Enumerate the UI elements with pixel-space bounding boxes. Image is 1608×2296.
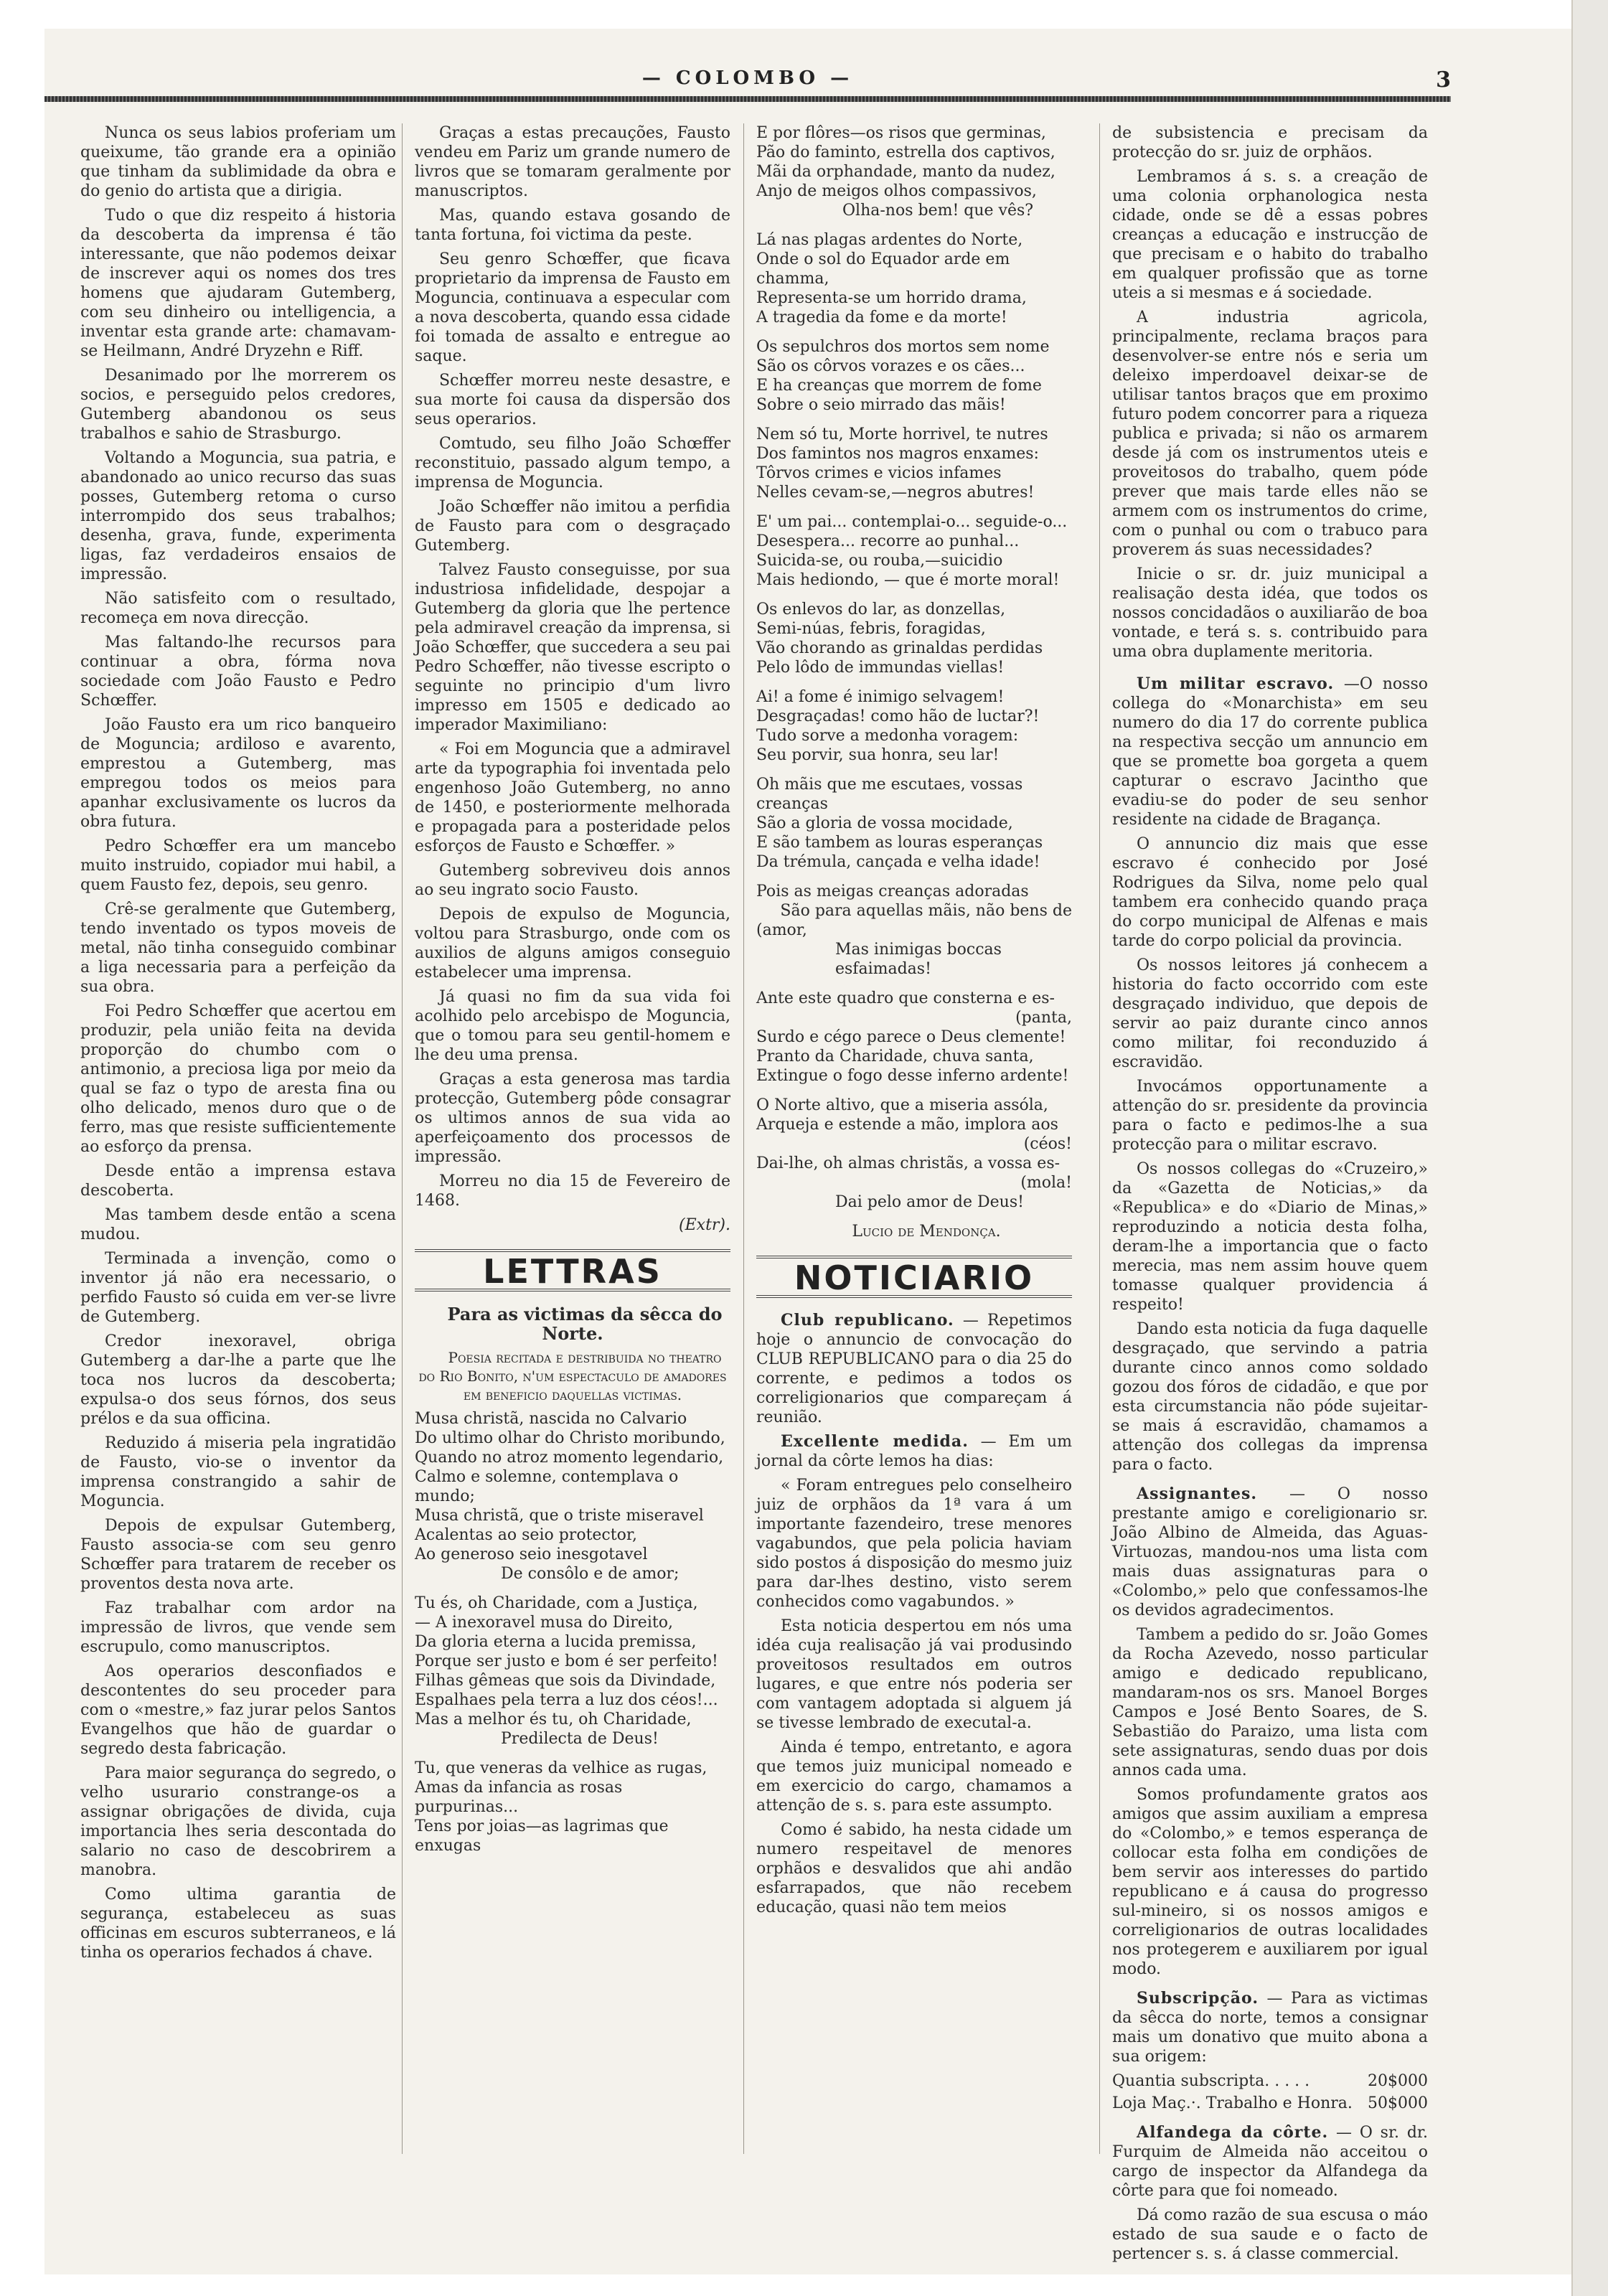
poem-line: Ante este quadro que consterna e es-	[756, 989, 1055, 1007]
article-paragraph: Talvez Fausto conseguisse, por sua industriosa infidelidade, despojar a Gutemberg da gloria que lhe pertence pela admiravel creação da imprensa, si João Schœffer, que succedera a seu pai Pedro Schœffer, não tivesse escripto o seguinte no principio d'um livro impresso em 1505 e dedicado ao imperador Maximiliano:	[415, 561, 730, 734]
poem-line: Da trémula, cançada e velha idade!	[756, 853, 1040, 871]
poem-stanza	[756, 425, 1072, 502]
poem-line: Lá nas plagas ardentes do Norte,	[756, 231, 1023, 249]
masthead-title: — COLOMBO —	[641, 67, 854, 89]
poem-stanza	[756, 775, 1072, 872]
article-paragraph: Depois de expulsar Gutemberg, Fausto associa-se com seu genro Schœffer para tratarem de receber os proventos desta nova arte.	[80, 1517, 396, 1593]
source-note: (Extr).	[679, 1216, 730, 1234]
article-paragraph: « Foi em Moguncia que a admiravel arte da typographia foi inventada pelo engenhoso João Gutemberg, no anno de 1450, e posteriormente melhorada e propagada para a posteridade pelos esforços de Fausto e Schœffer. »	[415, 740, 730, 855]
poem-line: Semi-núas, febris, foragidas,	[756, 620, 986, 638]
news-headline: Excellente medida.	[781, 1432, 969, 1451]
poem-stanza	[756, 512, 1072, 590]
poem-line: São para aquellas mãis, não bens de	[780, 902, 1072, 920]
poem-line: Extingue o fogo desse inferno ardente!	[756, 1067, 1069, 1085]
article-paragraph: Os nossos collegas do «Cruzeiro,» da «Gazetta de Noticias,» da «Republica» e do «Diario de Minas,» reproduzindo a noticia desta folha, deram-lhe a importancia que o facto merecia, mas nem assim houve quem tomasse qualquer providencia á respeito!	[1112, 1160, 1428, 1314]
poem-line: (panta,	[1015, 1009, 1072, 1027]
article-paragraph: Somos profundamente gratos aos amigos que assim auxiliam a empresa do «Colombo,» e temos esperança de collocar esta folha em condições de bem servir aos interesses do partido republicano e á causa do progresso sul-mineiro, si os nossos amigos e correligionarios de outras localidades nos protegerem e auxiliarem por igual modo.	[1112, 1786, 1428, 1978]
poem-line: Ao generoso seio inesgotavel	[415, 1545, 648, 1563]
poem-line: (mola!	[1020, 1174, 1072, 1192]
article-paragraph: de subsistencia e precisam da protecção do sr. juiz de orphãos.	[1112, 124, 1428, 161]
poem-line: Seu porvir, sua honra, seu lar!	[756, 746, 1000, 764]
news-text: — Para as victimas da sêcca do norte, temos a consignar mais um donativo que muito abona a sua origem:	[1112, 1990, 1428, 2066]
news-item	[1112, 2123, 1428, 2201]
article-paragraph: Para maior segurança do segredo, o velho usurario constrange-os a assignar obrigações de divida, cuja importancia lhes seria descontada do salario no caso de descobrirem a manobra.	[80, 1764, 396, 1879]
article-paragraph: Lembramos á s. s. a creação de uma colonia orphanologica nesta cidade, onde se dê a essas pobres creanças a educação e instrucção de que precisam e o habito do trabalho em qualquer profissão que as torne uteis a si mesmas e á sociedade.	[1112, 168, 1428, 302]
poem-line: Amas da infancia as rosas purpurinas...	[415, 1779, 623, 1816]
article-paragraph: Seu genro Schœffer, que ficava proprietario da imprensa de Fausto em Moguncia, continuava a especular com a nova descoberta, quando essa cidade foi tomada de assalto e entregue ao saque.	[415, 250, 730, 365]
poem-line: Olha-nos bem! que vês?	[842, 202, 1034, 220]
poem-line: Filhas gêmeas que sois da Divindade,	[415, 1672, 716, 1690]
poem-line: Mãi da orphandade, manto da nudez,	[756, 163, 1055, 181]
subscription-value: 20$000	[1368, 2072, 1428, 2090]
poem-line: (céos!	[1023, 1135, 1072, 1153]
poem-line: O Norte altivo, que a miseria assóla,	[756, 1096, 1048, 1114]
article-paragraph: Comtudo, seu filho João Schœffer reconstituio, passado algum tempo, a imprensa de Moguncia.	[415, 435, 730, 491]
poem-stanza	[756, 1096, 1072, 1212]
subscription-row	[1112, 2071, 1428, 2091]
poem-line: Onde o sol do Equador arde em chamma,	[756, 250, 1010, 288]
news-headline: Assignantes.	[1137, 1485, 1258, 1503]
article-paragraph: Voltando a Moguncia, sua patria, e abandonado ao unico recurso das suas posses, Gutemberg retoma o curso interrompido dos seus trabalhos; desenha, grava, funde, experimenta ligas, faz verdadeiros ensaios de impressão.	[80, 449, 396, 583]
page-number: 3	[1436, 67, 1451, 93]
poem-line: Predilecta de Deus!	[501, 1730, 659, 1748]
poem-line: E por flôres—os risos que germinas,	[756, 124, 1046, 142]
poem-line: Pelo lôdo de immundas viellas!	[756, 659, 1005, 677]
poem-line: Pranto da Charidade, chuva santa,	[756, 1048, 1034, 1065]
scan-edge	[1571, 0, 1608, 2296]
article-paragraph: João Fausto era um rico banqueiro de Moguncia; ardiloso e avarento, emprestou a Gutemberg, mas empregou todos os meios para apanhar exclusivamente os lucros da obra futura.	[80, 716, 396, 831]
poem-line: Do ultimo olhar do Christo moribundo,	[415, 1429, 725, 1447]
poem-line: Desgraçadas! como hão de luctar?!	[756, 707, 1040, 725]
article-paragraph: Reduzido á miseria pela ingratidão de Fausto, vio-se o inventor da imprensa constrangido a sahir de Moguncia.	[80, 1434, 396, 1510]
article-paragraph: Tudo o que diz respeito á historia da descoberta da imprensa é tão interessante, que não podemos deixar de inscrever aqui os nomes dos tres homens que ajudaram Gutemberg, com seu dinheiro ou intelligencia, a inventar esta grande arte: chamavam-se Heilmann, André Dryzehn e Riff.	[80, 207, 396, 360]
poem-line: E são tambem as louras esperanças	[756, 834, 1043, 852]
article-paragraph: Desanimado por lhe morrerem os socios, e perseguido pelos credores, Gutemberg abandonou os seus trabalhos e sahio de Strasburgo.	[80, 367, 396, 443]
poem-line: Desespera... recorre ao punhal...	[756, 532, 1020, 550]
poem-line: Tudo sorve a medonha voragem:	[756, 727, 1019, 745]
column-divider	[1099, 123, 1100, 2154]
poem-stanza	[756, 882, 1072, 979]
poem-line: Calmo e solemne, contemplava o mundo;	[415, 1468, 679, 1505]
poem-line: Os sepulchros dos mortos sem nome	[756, 338, 1050, 356]
poem-line: Surdo e cégo parece o Deus clemente!	[756, 1028, 1066, 1046]
poem-line: Dos famintos nos magros enxames:	[756, 445, 1039, 463]
article-paragraph: Os nossos leitores já conhecem a historia do facto occorrido com este desgraçado individuo, que depois de servir ao paiz durante cinco annos como militar, foi reconduzido á escravidão.	[1112, 956, 1428, 1071]
lettras-subtitle: Para as victimas da sêcca do Norte.	[447, 1304, 723, 1344]
poem-line: Espalhaes pela terra a luz dos céos!...	[415, 1691, 718, 1709]
news-quote: « Foram entregues pelo conselheiro juiz de orphãos da 1ª vara á um importante fazendeiro, trese menores vagabundos, que pela policia haviam sido postos á disposição do mesmo juiz para dar-lhes destino, visto serem conhecidos como vagabundos. »	[756, 1477, 1072, 1611]
column-1	[80, 123, 396, 2247]
news-item	[756, 1432, 1072, 1471]
poem-line: São a gloria de vossa mocidade,	[756, 814, 1013, 832]
poem-line: Oh mãis que me escutaes, vossas creanças	[756, 776, 1023, 813]
poem-signature: Lucio de Mendonça.	[852, 1223, 1001, 1241]
article-paragraph: Não satisfeito com o resultado, recomeça em nova direcção.	[80, 590, 396, 627]
article-paragraph: Mas faltando-lhe recursos para continuar a obra, fórma nova sociedade com João Fausto e Pedro Schœffer.	[80, 634, 396, 710]
poem-line: Mais hediondo, — que é morte moral!	[756, 571, 1060, 589]
poem-stanza	[756, 989, 1072, 1086]
article-paragraph: Esta noticia despertou em nós uma idéa cuja realisação já vai produsindo proveitosos resultados em outros lugares, e que entre nós poderia ser com vantagem adoptada si alguem já se tivesse lembrado de executal-a.	[756, 1617, 1072, 1732]
news-text: —O nosso collega do «Monarchista» em seu numero do dia 17 do corrente publica na respectiva secção um annuncio em que se promette boa gorgeta a quem capturar o escravo Jacintho que evadiu-se do poder de seu senhor residente na cidade de Bragança.	[1112, 675, 1428, 829]
poem-line: Porque ser justo e bom é ser perfeito!	[415, 1652, 718, 1670]
news-headline: Alfandega da côrte.	[1137, 2123, 1329, 2142]
article-paragraph: Graças a estas precauções, Fausto vendeu em Pariz um grande numero de livros que se tomaram geralmente por manuscriptos.	[415, 124, 730, 200]
news-item	[1112, 674, 1428, 829]
poem-line: E' um pai... contemplai-o... seguide-o...	[756, 513, 1068, 531]
poem-stanza	[415, 1759, 730, 1855]
article-paragraph: Já quasi no fim da sua vida foi acolhido pelo arcebispo de Moguncia, que o tomou para seu gentil-homem e lhe deu uma prensa.	[415, 988, 730, 1064]
poem-line: Musa christã, que o triste miseravel	[415, 1507, 704, 1525]
poem-line: Vão chorando as grinaldas perdidas	[756, 639, 1043, 657]
poem-line: Representa-se um horrido drama,	[756, 289, 1027, 307]
news-item	[1112, 1485, 1428, 1620]
poem-stanza	[756, 123, 1072, 220]
news-text: — O sr. dr. Furquim de Almeida não acceitou o cargo de inspector da Alfandega da côrte para que foi nomeado.	[1112, 2124, 1429, 2200]
poem-stanza	[415, 1594, 730, 1749]
poem-line: Pois as meigas creanças adoradas	[756, 883, 1029, 900]
column-divider	[743, 123, 744, 2154]
page-header	[44, 56, 1451, 92]
article-paragraph: Terminada a invenção, como o inventor já não era necessario, o perfido Fausto só cuida em ver-se livre de Gutemberg.	[80, 1250, 396, 1326]
poem-line: Da gloria eterna a lucida premissa,	[415, 1633, 697, 1651]
poem-line: Sobre o seio mirrado das mãis!	[756, 396, 1006, 414]
subscription-label: Quantia subscripta. . . . .	[1112, 2072, 1310, 2090]
poem-line: Dai-lhe, oh almas christãs, a vossa es-	[756, 1154, 1061, 1172]
poem-line: Pão do faminto, estrella dos captivos,	[756, 144, 1055, 161]
column-2	[415, 123, 730, 2247]
poem-stanza	[756, 600, 1072, 677]
column-3	[756, 123, 1072, 2247]
news-text: — Em um jornal da côrte lemos ha dias:	[756, 1433, 1072, 1470]
news-headline: Club republicano.	[781, 1311, 954, 1330]
article-paragraph: Depois de expulso de Moguncia, voltou para Strasburgo, onde com os auxilios de alguns amigos conseguio estabelecer uma imprensa.	[415, 905, 730, 982]
news-headline: Um militar escravo.	[1137, 674, 1335, 693]
masthead-text: COLOMBO	[675, 67, 820, 89]
subscription-value: 50$000	[1368, 2094, 1428, 2112]
poem-line: Nelles cevam-se,—negros abutres!	[756, 484, 1035, 502]
article-paragraph: Dando esta noticia da fuga daquelle desgraçado, que servindo a patria durante cinco annos como soldado gozou dos fóros de cidadão, e que por esta circumstancia não póde sujeitar-se mais á escravidão, chamamos a attenção dos collegas da imprensa para o facto.	[1112, 1320, 1428, 1474]
poem-line: Tens por joias—as lagrimas que enxugas	[415, 1817, 669, 1855]
article-paragraph: Schœffer morreu neste desastre, e sua morte foi causa da dispersão dos seus operarios.	[415, 372, 730, 428]
article-paragraph: Graças a esta generosa mas tardia protecção, Gutemberg pôde consagrar os ultimos annos de sua vida ao aperfeiçoamento dos processos de impressão.	[415, 1071, 730, 1166]
poem-line: Tu és, oh Charidade, com a Justiça,	[415, 1594, 698, 1612]
poem-line: Anjo de meigos olhos compassivos,	[756, 182, 1037, 200]
news-item	[756, 1311, 1072, 1427]
article-paragraph: A industria agricola, principalmente, reclama braços para desenvolver-se entre nós e seria um deleixo imperdoavel deixar-se de utilisar tantos braços que em proximo futuro podem concorrer para a riqueza publica e privada; si não os armarem desde já com os instrumentos uteis e proveitosos do trabalho, quem póde prever que mais tarde elles não se armem com os instrumentos do crime, com o punhal ou com o trabuco para proverem ás suas necessidades?	[1112, 309, 1428, 559]
article-paragraph: Credor inexoravel, obriga Gutemberg a dar-lhe a parte que lhe toca nos lucros da descoberta; expulsa-o dos seus fórnos, dos seus prélos e da sua officina.	[80, 1332, 396, 1428]
poem-line: De consôlo e de amor;	[501, 1565, 680, 1583]
poem-stanza	[756, 337, 1072, 415]
header-rule	[44, 96, 1451, 102]
news-text: — O nosso prestante amigo e coreligionario sr. João Albino de Almeida, das Aguas-Virtuozas, mandou-nos uma lista com mais duas assignaturas para o «Colombo,» pelo que confessamos-lhe os devidos agradecimentos.	[1112, 1485, 1429, 1619]
lettras-caption: Poesia recitada e destribuida no theatro do Rio Bonito, n'um espectaculo de amadores em beneficio daquellas victimas.	[418, 1349, 727, 1403]
article-paragraph: Invocámos opportunamente a attenção do sr. presidente da provincia para o facto e pedimos-lhe a sua protecção para o militar escravo.	[1112, 1078, 1428, 1154]
article-paragraph: Aos operarios desconfiados e descontentes do seu proceder para com o «mestre,» faz jurar pelos Santos Evangelhos que hão de guardar o segredo desta fabricação.	[80, 1662, 396, 1758]
poem-line: A tragedia da fome e da morte!	[756, 309, 1007, 326]
poem-line: (amor,	[756, 921, 807, 939]
poem-line: Tôrvos crimes e vicios infames	[756, 464, 1002, 482]
poem-line: Quando no atroz momento legendario,	[415, 1449, 724, 1467]
poem-line: Ai! a fome é inimigo selvagem!	[756, 688, 1005, 706]
article-paragraph: Morreu no dia 15 de Fevereiro de 1468.	[415, 1172, 730, 1210]
article-paragraph: Dá como razão de sua escusa o máo estado de sua saude e o facto de pertencer s. s. á classe commercial.	[1112, 2206, 1428, 2263]
article-paragraph: Inicie o sr. dr. juiz municipal a realisação desta idéa, que todos os nossos concidadãos o auxiliarão de boa vontade, e terá s. s. contribuido para uma obra duplamente meritoria.	[1112, 565, 1428, 661]
poem-line: Os enlevos do lar, as donzellas,	[756, 601, 1006, 618]
poem-line: Dai pelo amor de Deus!	[835, 1193, 1024, 1211]
article-paragraph: Faz trabalhar com ardor na impressão de livros, que vende sem escrupulo, como manuscriptos.	[80, 1599, 396, 1656]
poem-stanza	[756, 687, 1072, 765]
article-paragraph: Tambem a pedido do sr. João Gomes da Rocha Azevedo, nosso particular amigo e dedicado republicano, mandaram-nos os srs. Manoel Borges Campos e José Bento Soares, de S. Sebastião do Paraizo, uma lista com sete assignaturas, sendo duas por dois annos cada uma.	[1112, 1626, 1428, 1779]
poem-line: E ha creanças que morrem de fome	[756, 377, 1042, 395]
article-paragraph: Pedro Schœffer era um mancebo muito instruido, copiador mui habil, a quem Fausto fez, depois, seu genro.	[80, 837, 396, 894]
article-paragraph: Como ultima garantia de segurança, estabeleceu as suas officinas em escuros subterraneos, e lá tinha os operarios fechados á chave.	[80, 1886, 396, 1962]
poem-line: Suicida-se, ou rouba,—suicidio	[756, 552, 1003, 570]
poem-line: Musa christã, nascida no Calvario	[415, 1410, 687, 1428]
article-paragraph: Ainda é tempo, entretanto, e agora que temos juiz municipal nomeado e em exercicio do cargo, chamamos a attenção de s. s. para este assumpto.	[756, 1739, 1072, 1815]
poem-stanza	[415, 1409, 730, 1584]
article-paragraph: Como é sabido, ha nesta cidade um numero respeitavel de menores orphãos e desvalidos que ahi andão esfarrapados, que não recebem educação, quasi não tem meios	[756, 1821, 1072, 1916]
poem-line: Tu, que veneras da velhice as rugas,	[415, 1759, 707, 1777]
poem-line: Acalentas ao seio protector,	[415, 1526, 637, 1544]
news-headline: Subscripção.	[1137, 1989, 1259, 2008]
column-divider	[402, 123, 403, 2154]
poem-stanza	[756, 230, 1072, 327]
subscription-row	[1112, 2094, 1428, 2113]
article-paragraph: Gutemberg sobreviveu dois annos ao seu ingrato socio Fausto.	[415, 862, 730, 899]
subscription-label: Loja Maç.·. Trabalho e Honra.	[1112, 2094, 1353, 2112]
article-paragraph: Nunca os seus labios proferiam um queixume, tão grande era a opinião que tinham da sublimidade da obra e do genio do artista que a dirigia.	[80, 124, 396, 200]
article-paragraph: João Schœffer não imitou a perfidia de Fausto para com o desgraçado Gutemberg.	[415, 498, 730, 555]
poem-line: São os côrvos vorazes e os cães...	[756, 357, 1025, 375]
noticiario-section-title: NOTICIARIO	[756, 1256, 1072, 1298]
lettras-section-title: LETTRAS	[415, 1249, 730, 1292]
article-paragraph: O annuncio diz mais que esse escravo é conhecido por José Rodrigues da Silva, nome pelo qual tambem era conhecido quando praça do corpo municipal de Alfenas e mais tarde do corpo policial da provincia.	[1112, 835, 1428, 950]
article-paragraph: Crê-se geralmente que Gutemberg, tendo inventado os typos moveis de metal, não tinha conseguido combinar a liga necessaria para a perfeição da sua obra.	[80, 900, 396, 996]
article-paragraph: Foi Pedro Schœffer que acertou em produzir, pela união feita na devida proporção do chumbo com o antimonio, a preciosa liga por meio da qual se faz o typo de aresta fina ou olho delicado, menos duro que o de ferro, mas que resiste sufficientemente ao esforço da prensa.	[80, 1002, 396, 1156]
poem-line: Arqueja e estende a mão, implora aos	[756, 1116, 1058, 1134]
poem-line: Mas inimigas boccas esfaimadas!	[835, 941, 1002, 978]
poem-line: — A inexoravel musa do Direito,	[415, 1614, 673, 1632]
news-item	[1112, 1989, 1428, 2066]
article-paragraph: Desde então a imprensa estava descoberta.	[80, 1162, 396, 1200]
poem-line: Nem só tu, Morte horrivel, te nutres	[756, 425, 1048, 443]
column-4	[1112, 123, 1429, 2263]
article-paragraph: Mas tambem desde então a scena mudou.	[80, 1206, 396, 1243]
article-paragraph: Mas, quando estava gosando de tanta fortuna, foi victima da peste.	[415, 207, 730, 244]
news-text: — Repetimos hoje o annuncio de convocação do CLUB REPUBLICANO para o dia 25 do corrente, e pedimos a todos os correligionarios que compareçam á reunião.	[756, 1312, 1073, 1426]
poem-line: Mas a melhor és tu, oh Charidade,	[415, 1711, 692, 1728]
